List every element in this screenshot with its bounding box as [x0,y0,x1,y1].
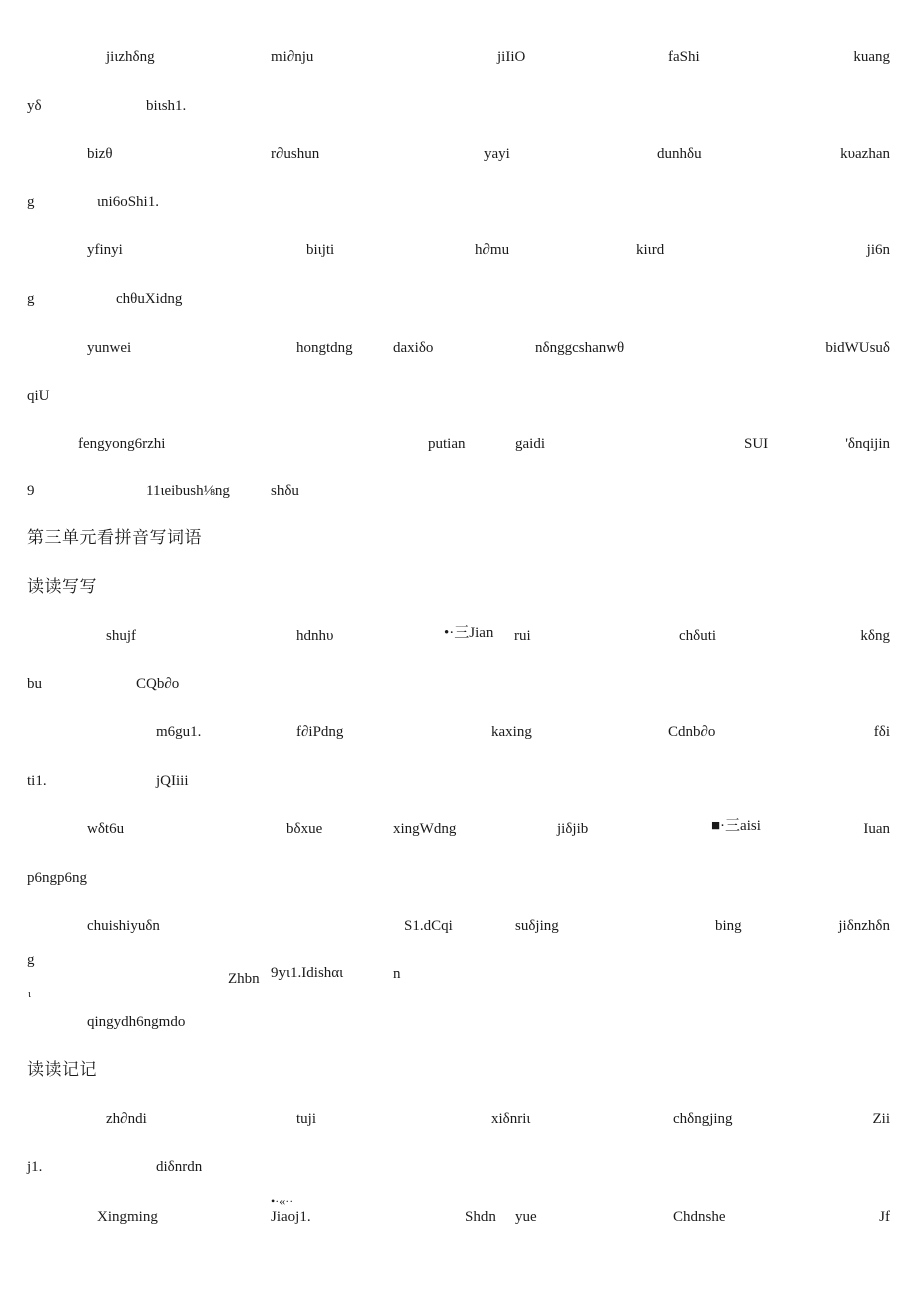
pinyin-word: g [27,952,35,968]
pinyin-word: g [27,194,35,210]
pinyin-word: jiιzhδng [106,49,155,65]
pinyin-word: p6ngp6ng [27,870,87,886]
pinyin-word: dunhδu [657,146,702,162]
pinyin-word: fδi [873,724,890,740]
pinyin-word: •·三Jian [444,625,494,641]
pinyin-word: yfinyi [87,242,123,258]
unit3-heading: 第三单元看拼音写词语 [27,528,202,548]
pinyin-word: wδt6u [87,821,125,837]
pinyin-word: ■·三aisi [711,818,761,834]
pinyin-word: CQb∂o [136,676,180,692]
pinyin-word: daxiδo [393,340,434,356]
pinyin-word: kuang [853,49,890,65]
pinyin-word: shδu [271,483,299,499]
pinyin-word: jiδjib [557,821,589,837]
pinyin-word: Jf [879,1209,890,1225]
pinyin-word: Zii [872,1111,890,1127]
pinyin-word: chδngjing [673,1111,733,1127]
pinyin-word: jiδnzhδn [838,918,890,934]
pinyin-word: ji6n [866,242,890,258]
pinyin-word: hdnhυ [296,628,334,644]
pinyin-word: bidWUsuδ [825,340,890,356]
pinyin-word: ιni6oShi1. [97,194,159,210]
pinyin-word: qingydh6ngmdo [87,1014,186,1030]
pinyin-word: r∂ushun [271,146,320,162]
pinyin-word: yunwei [87,340,132,356]
pinyin-word: 9 [27,483,35,499]
pinyin-word: kiιrd [636,242,665,258]
pinyin-word: bing [715,918,742,934]
pinyin-word: tuji [296,1111,317,1127]
pinyin-word: Zhbn [228,971,260,987]
pinyin-word: j1. [27,1159,43,1175]
pinyin-word: ti1. [27,773,47,789]
pinyin-word: Iuan [863,821,890,837]
pinyin-word: Shdn [465,1209,496,1225]
pinyin-word: nδnggcshanwθ [535,340,625,356]
pinyin-word: Chdnshe [673,1209,726,1225]
pinyin-word: diδnrdn [156,1159,203,1175]
pinyin-word: g [27,291,35,307]
pinyin-word: kδng [860,628,890,644]
pinyin-word: hongtdng [296,340,353,356]
pinyin-word: biιjti [306,242,335,258]
pinyin-word: bδxue [286,821,323,837]
pinyin-word: Cdnb∂o [668,724,716,740]
pinyin-word: putian [428,436,466,452]
pinyin-word: chuishiyuδn [87,918,160,934]
pinyin-word: qiU [27,388,50,404]
pinyin-word: 'δnqijin [845,436,890,452]
pinyin-word: kυazhan [840,146,890,162]
pinyin-word: biιsh1. [146,98,187,114]
pinyin-word: bu [27,676,42,692]
pinyin-word: xiδnriι [491,1111,531,1127]
pinyin-word: xingWdng [393,821,457,837]
pinyin-word: yue [515,1209,537,1225]
pinyin-word: jQIiii [156,773,189,789]
pinyin-word: yayi [484,146,510,162]
pinyin-fragment: ι [28,988,31,1000]
pinyin-word: f∂iPdng [296,724,344,740]
read-remember-heading: 读读记记 [27,1060,97,1080]
pinyin-word: mi∂nju [271,49,314,65]
pinyin-word: Xingming [97,1209,158,1225]
pinyin-word: rui [514,628,531,644]
pinyin-word: S1.dCqi [404,918,453,934]
pinyin-word: faShi [668,49,700,65]
pinyin-word: n [393,966,401,982]
pinyin-word: chθuXidng [116,291,183,307]
pinyin-word: yδ [27,98,42,114]
pinyin-word: suδjing [515,918,559,934]
pinyin-word: jiIiO [497,49,526,65]
pinyin-fragment: •·«·· [271,1194,294,1208]
pinyin-word: zh∂ndi [106,1111,147,1127]
pinyin-word: Jiaoj1. [271,1209,311,1225]
pinyin-word: bizθ [87,146,113,162]
pinyin-word: m6gu1. [156,724,202,740]
pinyin-word: gaidi [515,436,545,452]
pinyin-word: SUI [744,436,769,452]
pinyin-word: fengyong6rzhi [78,436,166,452]
pinyin-word: shujf [106,628,136,644]
pinyin-word: 11ιeibush⅛ng [146,483,230,499]
read-write-heading: 读读写写 [27,577,97,597]
pinyin-word: 9yι1.Idishαι [271,965,344,981]
pinyin-word: chδuti [679,628,717,644]
pinyin-word: h∂mu [475,242,510,258]
pinyin-word: kaxing [491,724,532,740]
